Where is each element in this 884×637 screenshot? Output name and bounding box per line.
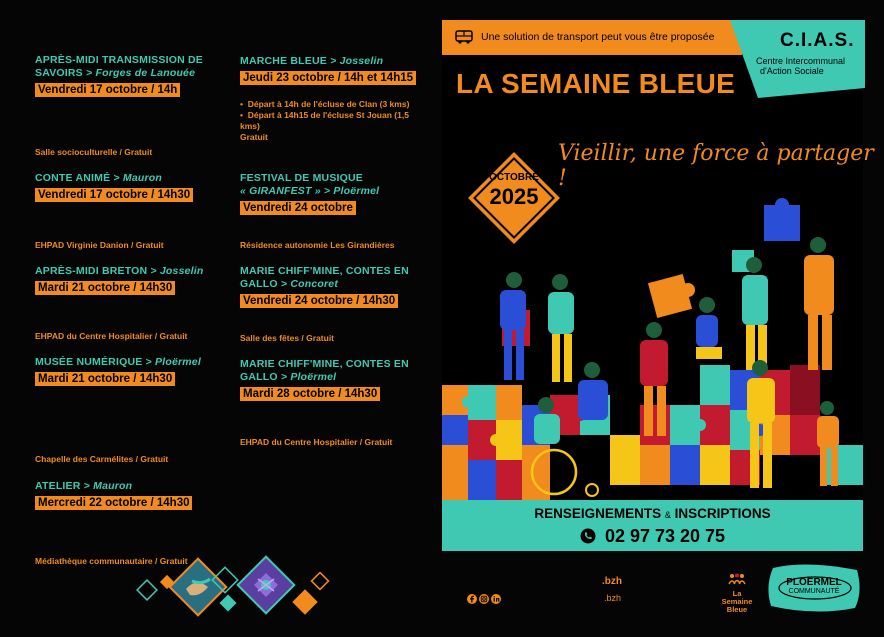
- event-2: [35, 172, 225, 203]
- cias-line-1: Centre Intercommunal: [756, 56, 846, 66]
- event-sep: >: [142, 356, 156, 368]
- logo-line-2: COMMUNAUTÉ: [788, 588, 840, 595]
- cias-title: C.I.A.S.: [780, 30, 855, 51]
- facebook-icon[interactable]: [467, 594, 477, 604]
- event-sep: >: [82, 67, 96, 79]
- event-venue: Résidence autonomie Les Girandières: [240, 240, 395, 250]
- cover-title: LA SEMAINE BLEUE: [456, 68, 736, 99]
- event-5: [35, 480, 225, 511]
- event-venue: EHPAD du Centre Hospitalier / Gratuit: [240, 437, 393, 447]
- event-place: Forges de Lanouée: [95, 67, 196, 79]
- event-title: MARIE CHIFF'MINE, CONTES EN GALLO: [240, 265, 409, 290]
- event-title: FESTIVAL DE MUSIQUE: [240, 172, 364, 184]
- people-logo-icon: [727, 573, 747, 585]
- website-link-1[interactable]: .bzh: [602, 576, 622, 587]
- photo-diamond-2: [238, 557, 295, 614]
- cias-line-2: d'Action Sociale: [760, 66, 824, 76]
- logo-line-1: PLOËRMEL: [786, 577, 842, 588]
- badge-month: OCTOBRE: [489, 172, 539, 183]
- event-title: MARIE CHIFF'MINE, CONTES EN GALLO: [240, 358, 409, 383]
- ploermel-communaute-logo: [765, 562, 863, 614]
- event-1: [35, 54, 225, 98]
- event-8: [240, 265, 425, 309]
- event-title: ATELIER: [35, 480, 81, 492]
- event-place: « GIRANFEST » > Ploërmel: [240, 185, 380, 197]
- diamond-filled: [220, 595, 237, 612]
- event-4: [35, 356, 225, 387]
- event-date: Mercredi 22 octobre / 14h30: [35, 496, 192, 510]
- event-date: Jeudi 23 octobre / 14h et 14h15: [240, 71, 416, 85]
- event-sep: >: [110, 172, 123, 184]
- diamond-outline: [137, 580, 157, 600]
- event-date: Mardi 21 octobre / 14h30: [35, 372, 175, 386]
- instagram-icon[interactable]: [479, 594, 489, 604]
- slogan: Vieillir, une force à partager !: [558, 141, 874, 191]
- bus-icon: [455, 30, 475, 44]
- photo-diamond-1: [170, 559, 227, 616]
- event-date: Vendredi 24 octobre: [240, 201, 356, 215]
- info-title: RENSEIGNEMENTS & INSCRIPTIONS: [534, 506, 771, 521]
- event-title: CONTE ANIMÉ: [35, 172, 111, 184]
- transport-banner: [442, 20, 742, 55]
- departure-item: Départ à 14h de l'écluse de Clan (3 kms): [247, 99, 410, 109]
- phone-number[interactable]: 02 97 73 20 75: [442, 526, 863, 547]
- event-place: Ploërmel: [290, 371, 337, 383]
- badge-year: 2025: [489, 184, 539, 209]
- event-7: [240, 172, 425, 216]
- event-title: APRÈS-MIDI TRANSMISSION DE SAVOIRS: [35, 54, 203, 79]
- event-3: [35, 265, 225, 296]
- departure-item: Départ à 14h15 de l'écluse St Jouan (1,5 kms): [240, 110, 409, 131]
- event-sep: >: [327, 55, 340, 67]
- event-venue: Salle des fêtes / Gratuit: [240, 333, 335, 343]
- semaine-bleue-logo: La Semaine Bleue: [714, 572, 760, 612]
- linkedin-icon[interactable]: [491, 594, 501, 604]
- event-venue: EHPAD Virginie Danion / Gratuit: [35, 240, 164, 250]
- event-venue: EHPAD du Centre Hospitalier / Gratuit: [35, 331, 188, 341]
- event-date: Vendredi 17 octobre / 14h: [35, 83, 180, 97]
- event-venue: Gratuit: [240, 132, 268, 142]
- event-sep: >: [80, 480, 94, 492]
- decorative-diamonds: [130, 555, 335, 630]
- puzzle-illustration: [442, 190, 863, 500]
- event-place: Josselin: [159, 265, 204, 277]
- transport-text: Une solution de transport peut vous être proposée: [481, 31, 715, 43]
- event-place: Josselin: [339, 55, 384, 67]
- cias-logo: [730, 20, 865, 98]
- event-place: Concoret: [290, 278, 339, 290]
- event-date: Vendredi 24 octobre / 14h30: [240, 294, 398, 308]
- event-title: MUSÉE NUMÉRIQUE: [35, 356, 143, 368]
- event-venue: Médiathèque communautaire / Gratuit: [35, 556, 188, 566]
- event-date: Mardi 21 octobre / 14h30: [35, 281, 175, 295]
- event-sep: >: [277, 371, 291, 383]
- event-9: [240, 358, 425, 402]
- event-6: [240, 55, 425, 86]
- event-venue: Salle socioculturelle / Gratuit: [35, 147, 153, 157]
- event-place: Ploërmel: [155, 356, 201, 368]
- event-title: APRÈS-MIDI BRETON: [35, 265, 148, 277]
- event-date: Vendredi 17 octobre / 14h30: [35, 188, 193, 202]
- event-place: Mauron: [122, 172, 163, 184]
- diamond-filled: [292, 589, 317, 614]
- diamond-outline: [312, 573, 329, 590]
- event-venue: Chapelle des Carmélites / Gratuit: [35, 454, 169, 464]
- phone-icon: [580, 528, 596, 544]
- departure-list: • Départ à 14h de l'écluse de Clan (3 kms) • Départ à 14h15 de l'écluse St Jouan (1,5 kms) Gratuit: [240, 99, 420, 143]
- event-sep: >: [147, 265, 160, 277]
- event-place: Mauron: [93, 480, 133, 492]
- social-icons: [466, 592, 506, 610]
- event-date: Mardi 28 octobre / 14h30: [240, 387, 380, 401]
- event-sep: >: [277, 278, 291, 290]
- event-title: MARCHE BLEUE: [240, 55, 327, 67]
- website-link-2[interactable]: .bzh: [604, 593, 622, 603]
